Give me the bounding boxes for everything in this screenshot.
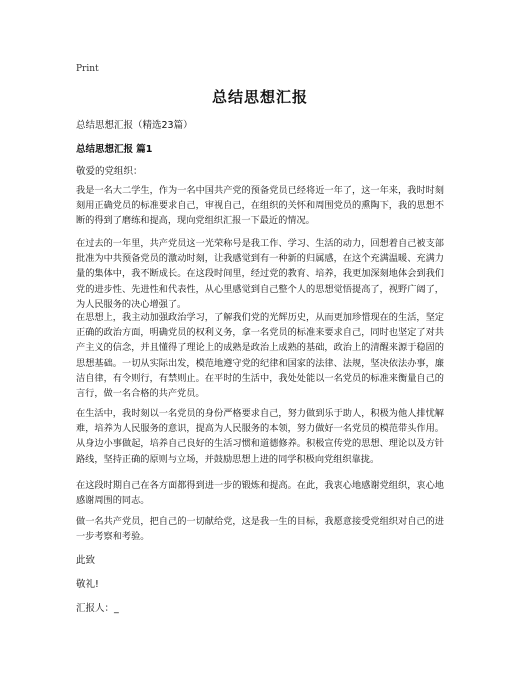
paragraph-5: 在这段时期自己在各方面都得到进一步的锻炼和提高。在此，我衷心地感谢党组织，衷心地感谢周围的同志。 [76, 480, 444, 507]
paragraph-1: 我是一名大二学生，作为一名中国共产党的预备党员已经将近一年了，这一年来，我时时刻刻用正确党员的标准要求自己，审视自己，在组织的关怀和周围党员的熏陶下，我的思想不断的得到了磨练和提高，现向党组织汇报一下最近的情况。 [76, 185, 444, 227]
document-title: 总结思想汇报 [211, 88, 308, 106]
paragraph-2: 在过去的一年里，共产党员这一光荣称号是我工作、学习、生活的动力，回想着自己被支部批准为中共预备党员的激动时刻，让我感觉到有一种新的归属感，在这个充满温暖、充满力量的集体中，我不断成长。在这段时间里，经过党的教育、培养，我更加深刻地体会到我们党的进步性、先进性和代表性，从心里感觉到自己整个人的思想觉悟提高了，视野广阔了，为人民服务的决心增强了。 [76, 238, 444, 310]
closing-line-1: 此致 [76, 555, 96, 566]
paragraph-6: 做一名共产党员，把自己的一切献给党，这是我一生的目标，我愿意接受党组织对自己的进一步考察和考验。 [76, 516, 444, 543]
document-subtitle: 总结思想汇报（精选23篇） [76, 120, 193, 131]
print-label: Print [76, 64, 99, 74]
reporter-label: 汇报人：_ [76, 603, 119, 614]
section-heading: 总结思想汇报 篇1 [76, 144, 153, 155]
paragraph-3: 在思想上，我主动加强政治学习，了解我们党的光辉历史，从而更加珍惜现在的生活，坚定正确的政治方面，明确党员的权利义务，拿一名党员的标准来要求自己，同时也坚定了对共产主义的信念，并且懂得了理论上的成熟是政治上成熟的基础，政治上的清醒来源于稳固的思想基础。一切从实际出发，模范地遵守党的纪律和国家的法律、法规，坚决依法办事，廉洁自律，有令则行，有禁则止。在平时的生活中，我处处能以一名党员的标准来衡量自己的言行，做一名合格的共产党员。 [76, 312, 444, 400]
closing-line-2: 敬礼! [76, 579, 99, 590]
salutation: 敬爱的党组织： [76, 166, 143, 177]
paragraph-4: 在生活中，我时刻以一名党员的身份严格要求自己，努力做到乐于助人，积极为他人排忧解难，培养为人民服务的意识，提高为人民服务的本领，努力做好一名党员的模范带头作用。从身边小事做起，培养自己良好的生活习惯和道德修养。积极宣传党的思想、理论以及方针路线，坚持正确的原则与立场，并鼓励思想上进的同学积极向党组织靠拢。 [76, 408, 444, 465]
